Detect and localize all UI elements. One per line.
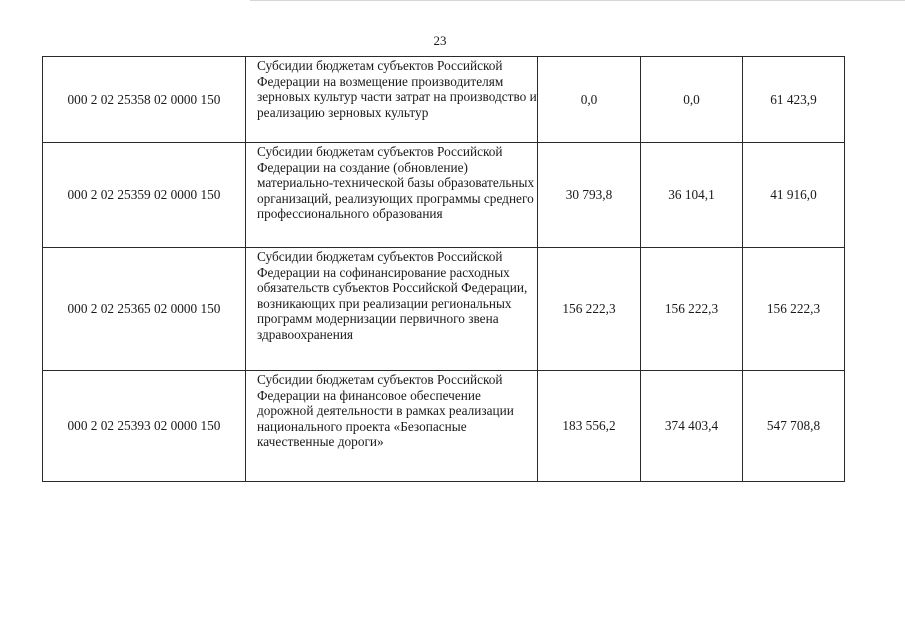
amount-year-3-cell: 61 423,9 [743,57,845,143]
description-cell: Субсидии бюджетам субъектов Российской Федерации на создание (обновление) материально-технической базы образовательных организаций, реализующих программы среднего профессионального образования [246,143,538,248]
amount-year-2-cell: 374 403,4 [641,371,743,482]
budget-revenue-table [42,56,845,482]
amount-year-1-cell: 183 556,2 [538,371,641,482]
amount-year-2-cell: 36 104,1 [641,143,743,248]
table-row [43,57,845,143]
amount-year-1-cell: 30 793,8 [538,143,641,248]
scan-edge-line [250,0,905,1]
description-cell: Субсидии бюджетам субъектов Российской Федерации на финансовое обеспечение дорожной деятельности в рамках реализации национального проекта «Безопасные качественные дороги» [246,371,538,482]
amount-year-3-cell: 547 708,8 [743,371,845,482]
budget-code-cell: 000 2 02 25365 02 0000 150 [43,248,246,371]
amount-year-3-cell: 41 916,0 [743,143,845,248]
page-number: 23 [433,33,447,48]
amount-year-2-cell: 156 222,3 [641,248,743,371]
amount-year-1-cell: 156 222,3 [538,248,641,371]
table-row [43,248,845,371]
budget-code-cell: 000 2 02 25393 02 0000 150 [43,371,246,482]
table-row [43,143,845,248]
budget-code-cell: 000 2 02 25359 02 0000 150 [43,143,246,248]
amount-year-1-cell: 0,0 [538,57,641,143]
description-cell: Субсидии бюджетам субъектов Российской Федерации на софинансирование расходных обязательств субъектов Российской Федерации, возникающих при реализации региональных программ модернизации первичного звена здравоохранения [246,248,538,371]
amount-year-3-cell: 156 222,3 [743,248,845,371]
budget-code-cell: 000 2 02 25358 02 0000 150 [43,57,246,143]
amount-year-2-cell: 0,0 [641,57,743,143]
description-cell: Субсидии бюджетам субъектов Российской Федерации на возмещение производителям зерновых культур части затрат на производство и реализацию зерновых культур [246,57,538,143]
table-row [43,371,845,482]
